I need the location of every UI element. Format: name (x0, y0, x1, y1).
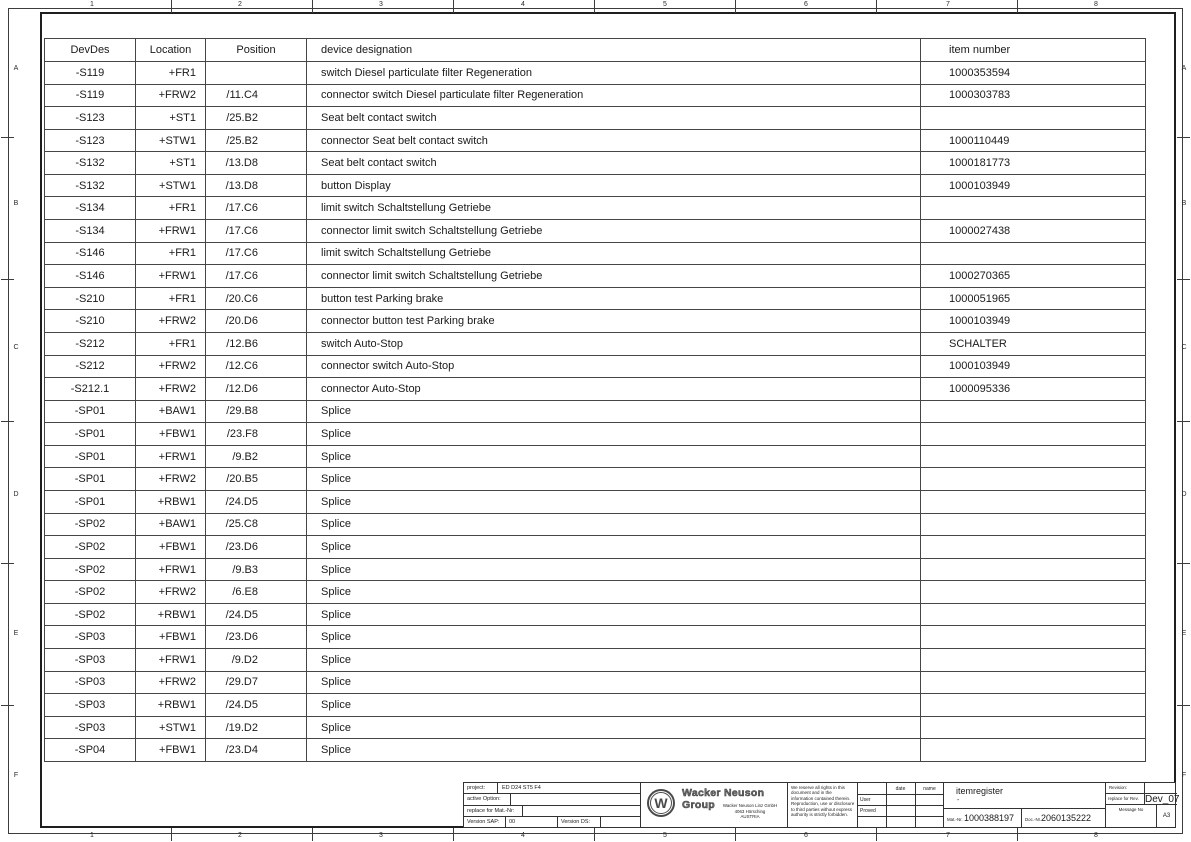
cell-position: /20.B5 (206, 468, 307, 491)
mat-nr-value: 1000388197 (964, 813, 1015, 823)
cell-position: /24.D5 (206, 603, 307, 626)
table-row (45, 107, 1146, 130)
cell-devdes: -S119 (45, 62, 136, 85)
cell-devdes: -SP02 (45, 513, 136, 536)
cell-devdes: -SP02 (45, 536, 136, 559)
cell-location: +FBW1 (136, 739, 206, 762)
cell-designation: switch Diesel particulate filter Regeneration (307, 62, 921, 85)
grid-ref-letter-right: A (1181, 65, 1187, 72)
cell-designation: Seat belt contact switch (307, 152, 921, 175)
grid-ref-number-top: 6 (804, 1, 808, 8)
cell-designation: Splice (307, 423, 921, 446)
replace-mat-value (523, 806, 527, 816)
document-title: itemregister (956, 786, 1004, 796)
table-row (45, 174, 1146, 197)
cell-itemnumber: 1000270365 (921, 265, 1146, 288)
grid-ref-number-bottom: 8 (1094, 832, 1098, 839)
cell-location: +FRW2 (136, 355, 206, 378)
proved-row-label: Proved (860, 807, 876, 814)
cell-designation: Splice (307, 400, 921, 423)
cell-itemnumber: 1000103949 (921, 174, 1146, 197)
cell-itemnumber (921, 558, 1146, 581)
cell-location: +FR1 (136, 197, 206, 220)
table-row (45, 716, 1146, 739)
cell-position: /9.B2 (206, 445, 307, 468)
table-row (45, 445, 1146, 468)
cell-designation: Splice (307, 558, 921, 581)
cell-itemnumber (921, 513, 1146, 536)
cell-location: +FR1 (136, 287, 206, 310)
grid-ref-number-bottom: 2 (238, 832, 242, 839)
table-row (45, 152, 1146, 175)
grid-ref-number-bottom: 7 (946, 832, 950, 839)
cell-itemnumber (921, 107, 1146, 130)
table-row (45, 423, 1146, 446)
cell-devdes: -S212.1 (45, 378, 136, 401)
table-row (45, 626, 1146, 649)
cell-devdes: -SP02 (45, 558, 136, 581)
paper-size: A3 (1162, 812, 1171, 819)
cell-devdes: -S134 (45, 220, 136, 243)
cell-itemnumber (921, 242, 1146, 265)
cell-position: /17.C6 (206, 265, 307, 288)
cell-itemnumber (921, 671, 1146, 694)
grid-ref-letter-right: F (1181, 772, 1187, 779)
cell-designation: Splice (307, 581, 921, 604)
cell-location: +FBW1 (136, 536, 206, 559)
cell-itemnumber (921, 536, 1146, 559)
cell-location: +FRW1 (136, 265, 206, 288)
cell-position: /17.C6 (206, 220, 307, 243)
cell-position (206, 62, 307, 85)
wacker-neuson-logo-icon (647, 789, 675, 817)
cell-position: /6.E8 (206, 581, 307, 604)
cell-devdes: -S146 (45, 265, 136, 288)
grid-ref-number-bottom: 4 (521, 832, 525, 839)
cell-itemnumber: 1000303783 (921, 84, 1146, 107)
cell-itemnumber (921, 694, 1146, 717)
cell-devdes: -SP02 (45, 581, 136, 604)
cell-location: +FR1 (136, 62, 206, 85)
cell-position: /24.D5 (206, 694, 307, 717)
cell-itemnumber (921, 581, 1146, 604)
cell-position: /23.F8 (206, 423, 307, 446)
cell-itemnumber (921, 423, 1146, 446)
brand-name: Wacker Neuson (682, 787, 765, 799)
version-ds-label: Version DS: (558, 817, 601, 827)
cell-devdes: -S132 (45, 174, 136, 197)
message-no-label: Message No (1118, 807, 1144, 812)
cell-position: /19.D2 (206, 716, 307, 739)
cell-designation: Splice (307, 716, 921, 739)
table-row (45, 739, 1146, 762)
cell-position: /23.D6 (206, 536, 307, 559)
column-header-location: Location (136, 39, 206, 62)
table-row (45, 490, 1146, 513)
cell-location: +STW1 (136, 129, 206, 152)
cell-position: /12.B6 (206, 332, 307, 355)
cell-position: /24.D5 (206, 490, 307, 513)
frame-tick (1177, 705, 1190, 706)
table-row (45, 468, 1146, 491)
date-column-header: date (895, 785, 906, 792)
version-ds-value (601, 817, 605, 827)
active-option-label: active Option: (464, 794, 511, 804)
frame-tick (1, 279, 14, 280)
cell-location: +FRW1 (136, 558, 206, 581)
grid-ref-number-bottom: 5 (663, 832, 667, 839)
grid-ref-number-top: 3 (379, 1, 383, 8)
table-row (45, 378, 1146, 401)
cell-location: +RBW1 (136, 603, 206, 626)
frame-tick (594, 0, 595, 13)
company-address-line2: 4063 Hörsching (734, 808, 766, 814)
cell-itemnumber (921, 716, 1146, 739)
cell-location: +RBW1 (136, 490, 206, 513)
cell-devdes: -S212 (45, 332, 136, 355)
title-block (463, 782, 1180, 828)
table-row (45, 694, 1146, 717)
frame-tick (876, 828, 877, 841)
cell-devdes: -SP01 (45, 400, 136, 423)
project-value: ED D24 ST5 F4 (502, 785, 541, 792)
cell-location: +FR1 (136, 242, 206, 265)
item-table (44, 38, 1146, 762)
cell-devdes: -SP01 (45, 423, 136, 446)
cell-designation: connector Auto-Stop (307, 378, 921, 401)
cell-designation: connector switch Auto-Stop (307, 355, 921, 378)
cell-location: +STW1 (136, 716, 206, 739)
drawing-name: Dev_07 (1145, 794, 1180, 805)
grid-ref-number-top: 4 (521, 1, 525, 8)
cell-position: /25.B2 (206, 107, 307, 130)
table-row (45, 581, 1146, 604)
active-option-value (511, 794, 515, 804)
cell-location: +FRW1 (136, 220, 206, 243)
grid-ref-number-top: 5 (663, 1, 667, 8)
company-logo-section (641, 783, 788, 827)
project-label: project: (464, 783, 498, 793)
frame-tick (1177, 563, 1190, 564)
company-address (717, 803, 783, 820)
frame-tick (171, 828, 172, 841)
replace-mat-row (464, 806, 640, 817)
signoff-section (858, 783, 944, 827)
cell-location: +FRW1 (136, 649, 206, 672)
cell-devdes: -S123 (45, 107, 136, 130)
frame-tick (876, 0, 877, 13)
table-row (45, 671, 1146, 694)
replace-mat-label: replace for Mat.-Nr: (464, 806, 523, 816)
grid-ref-letter-left: B (13, 200, 19, 207)
cell-itemnumber: 1000095336 (921, 378, 1146, 401)
cell-designation: Splice (307, 649, 921, 672)
frame-tick (171, 0, 172, 13)
cell-location: +FRW1 (136, 445, 206, 468)
frame-tick (594, 828, 595, 841)
cell-itemnumber (921, 445, 1146, 468)
cell-location: +FRW2 (136, 581, 206, 604)
cell-itemnumber: SCHALTER (921, 332, 1146, 355)
cell-itemnumber: 1000103949 (921, 355, 1146, 378)
frame-tick (1017, 828, 1018, 841)
cell-position: /17.C6 (206, 197, 307, 220)
column-header-position: Position (206, 39, 307, 62)
frame-tick (735, 828, 736, 841)
frame-tick (312, 0, 313, 13)
cell-position: /20.C6 (206, 287, 307, 310)
cell-position: /11.C4 (206, 84, 307, 107)
cell-location: +FRW2 (136, 310, 206, 333)
cell-position: /9.D2 (206, 649, 307, 672)
cell-devdes: -S123 (45, 129, 136, 152)
version-sap-value: 00 (506, 817, 558, 827)
cell-designation: connector Seat belt contact switch (307, 129, 921, 152)
cell-location: +FR1 (136, 332, 206, 355)
cell-itemnumber (921, 626, 1146, 649)
mat-nr-label: Mat.-Nr. (947, 817, 963, 822)
table-header-row (45, 39, 1146, 62)
cell-location: +RBW1 (136, 694, 206, 717)
grid-ref-number-bottom: 3 (379, 832, 383, 839)
cell-position: /17.C6 (206, 242, 307, 265)
cell-designation: Splice (307, 694, 921, 717)
cell-itemnumber (921, 649, 1146, 672)
cell-devdes: -S210 (45, 310, 136, 333)
table-row (45, 129, 1146, 152)
name-column-header: name (923, 785, 936, 792)
grid-ref-number-bottom: 6 (804, 832, 808, 839)
cell-designation: Splice (307, 468, 921, 491)
doc-nr-value: 2060135222 (1041, 813, 1092, 823)
grid-ref-number-top: 1 (90, 1, 94, 8)
cell-designation: Splice (307, 536, 921, 559)
table-row (45, 265, 1146, 288)
frame-tick (1, 563, 14, 564)
grid-ref-number-bottom: 1 (90, 832, 94, 839)
company-address-line3: AUSTRIA (740, 814, 760, 820)
cell-designation: switch Auto-Stop (307, 332, 921, 355)
cell-position: /13.D8 (206, 152, 307, 175)
cell-itemnumber: 1000353594 (921, 62, 1146, 85)
table-row (45, 84, 1146, 107)
frame-tick (1017, 0, 1018, 13)
table-row (45, 536, 1146, 559)
grid-ref-number-top: 2 (238, 1, 242, 8)
cell-itemnumber (921, 197, 1146, 220)
table-row (45, 603, 1146, 626)
grid-ref-letter-right: B (1181, 200, 1187, 207)
version-sap-label: Version SAP: (464, 817, 506, 827)
cell-devdes: -SP02 (45, 603, 136, 626)
user-row-label: User (860, 796, 871, 803)
grid-ref-letter-left: E (13, 630, 19, 637)
frame-tick (1177, 279, 1190, 280)
cell-devdes: -SP04 (45, 739, 136, 762)
cell-itemnumber (921, 468, 1146, 491)
replace-rev-label: replace for Rev. (1108, 796, 1139, 801)
cell-position: /25.C8 (206, 513, 307, 536)
cell-devdes: -SP03 (45, 626, 136, 649)
cell-location: +BAW1 (136, 400, 206, 423)
revision-section (1106, 783, 1180, 827)
cell-position: /12.D6 (206, 378, 307, 401)
cell-designation: limit switch Schaltstellung Getriebe (307, 197, 921, 220)
cell-designation: Splice (307, 626, 921, 649)
cell-location: +FRW2 (136, 671, 206, 694)
cell-position: /12.C6 (206, 355, 307, 378)
table-row (45, 355, 1146, 378)
cell-location: +FRW2 (136, 468, 206, 491)
cell-designation: Seat belt contact switch (307, 107, 921, 130)
cell-location: +BAW1 (136, 513, 206, 536)
cell-itemnumber: 1000051965 (921, 287, 1146, 310)
cell-position: /13.D8 (206, 174, 307, 197)
cell-location: +FBW1 (136, 626, 206, 649)
document-subtitle: - (957, 797, 960, 804)
cell-itemnumber (921, 603, 1146, 626)
grid-ref-letter-left: D (13, 491, 19, 498)
cell-itemnumber: 1000027438 (921, 220, 1146, 243)
cell-devdes: -S132 (45, 152, 136, 175)
copyright-notice: We reserve all rights in this document and in the information contained therein. Reproduction, use or disclosure to third parties without express authority is strictly forbidden. (788, 783, 858, 827)
brand-group: Group (682, 799, 715, 811)
cell-location: +STW1 (136, 174, 206, 197)
table-row (45, 197, 1146, 220)
cell-location: +FBW1 (136, 423, 206, 446)
frame-tick (453, 828, 454, 841)
frame-tick (453, 0, 454, 13)
table-row (45, 310, 1146, 333)
cell-devdes: -S134 (45, 197, 136, 220)
grid-ref-number-top: 8 (1094, 1, 1098, 8)
cell-designation: Splice (307, 671, 921, 694)
cell-itemnumber (921, 400, 1146, 423)
logo-monogram: W (654, 795, 668, 811)
table-row (45, 513, 1146, 536)
cell-devdes: -SP03 (45, 694, 136, 717)
cell-devdes: -SP01 (45, 445, 136, 468)
frame-tick (1177, 137, 1190, 138)
cell-itemnumber: 1000103949 (921, 310, 1146, 333)
cell-position: /29.B8 (206, 400, 307, 423)
cell-devdes: -SP01 (45, 468, 136, 491)
grid-ref-number-top: 7 (946, 1, 950, 8)
frame-tick (312, 828, 313, 841)
cell-position: /29.D7 (206, 671, 307, 694)
grid-ref-letter-right: D (1181, 491, 1187, 498)
company-address-line1: Wacker Neuson Linz GmbH (722, 803, 778, 808)
cell-position: /23.D6 (206, 626, 307, 649)
cell-itemnumber: 1000181773 (921, 152, 1146, 175)
cell-location: +FRW2 (136, 378, 206, 401)
grid-ref-letter-left: C (13, 344, 19, 351)
cell-designation: Splice (307, 445, 921, 468)
project-row (464, 783, 640, 794)
active-option-row (464, 794, 640, 805)
frame-tick (1177, 421, 1190, 422)
frame-tick (1, 137, 14, 138)
cell-devdes: -SP01 (45, 490, 136, 513)
table-row (45, 400, 1146, 423)
table-row (45, 242, 1146, 265)
version-row (464, 817, 640, 827)
cell-itemnumber: 1000110449 (921, 129, 1146, 152)
cell-designation: limit switch Schaltstellung Getriebe (307, 242, 921, 265)
table-row (45, 287, 1146, 310)
grid-ref-letter-left: A (13, 65, 19, 72)
cell-designation: connector limit switch Schaltstellung Getriebe (307, 265, 921, 288)
cell-location: +ST1 (136, 152, 206, 175)
document-id-section (944, 783, 1106, 827)
cell-position: /20.D6 (206, 310, 307, 333)
cell-devdes: -S146 (45, 242, 136, 265)
cell-devdes: -SP03 (45, 716, 136, 739)
grid-ref-letter-left: F (13, 772, 19, 779)
cell-devdes: -S210 (45, 287, 136, 310)
table-row (45, 220, 1146, 243)
project-info-section (464, 783, 641, 827)
cell-designation: Splice (307, 490, 921, 513)
cell-devdes: -SP03 (45, 671, 136, 694)
cell-designation: connector button test Parking brake (307, 310, 921, 333)
cell-itemnumber (921, 739, 1146, 762)
cell-designation: button test Parking brake (307, 287, 921, 310)
cell-designation: Splice (307, 739, 921, 762)
cell-devdes: -S119 (45, 84, 136, 107)
table-row (45, 558, 1146, 581)
frame-tick (1, 705, 14, 706)
column-header-itemnumber: item number (921, 39, 1146, 62)
frame-tick (735, 0, 736, 13)
cell-designation: Splice (307, 513, 921, 536)
cell-devdes: -SP03 (45, 649, 136, 672)
column-header-designation: device designation (307, 39, 921, 62)
cell-position: /9.B3 (206, 558, 307, 581)
doc-nr-label: Doc.-Nr. (1025, 817, 1042, 822)
cell-position: /25.B2 (206, 129, 307, 152)
table-row (45, 62, 1146, 85)
cell-designation: Splice (307, 603, 921, 626)
cell-location: +FRW2 (136, 84, 206, 107)
cell-devdes: -S212 (45, 355, 136, 378)
revision-label: Revision: (1109, 785, 1128, 790)
cell-itemnumber (921, 490, 1146, 513)
grid-ref-letter-right: E (1181, 630, 1187, 637)
grid-ref-letter-right: C (1181, 344, 1187, 351)
cell-designation: connector switch Diesel particulate filter Regeneration (307, 84, 921, 107)
table-row (45, 332, 1146, 355)
cell-designation: connector limit switch Schaltstellung Getriebe (307, 220, 921, 243)
cell-position: /23.D4 (206, 739, 307, 762)
column-header-devdes: DevDes (45, 39, 136, 62)
cell-designation: button Display (307, 174, 921, 197)
cell-location: +ST1 (136, 107, 206, 130)
frame-tick (1, 421, 14, 422)
table-row (45, 649, 1146, 672)
item-table-body (45, 62, 1146, 762)
